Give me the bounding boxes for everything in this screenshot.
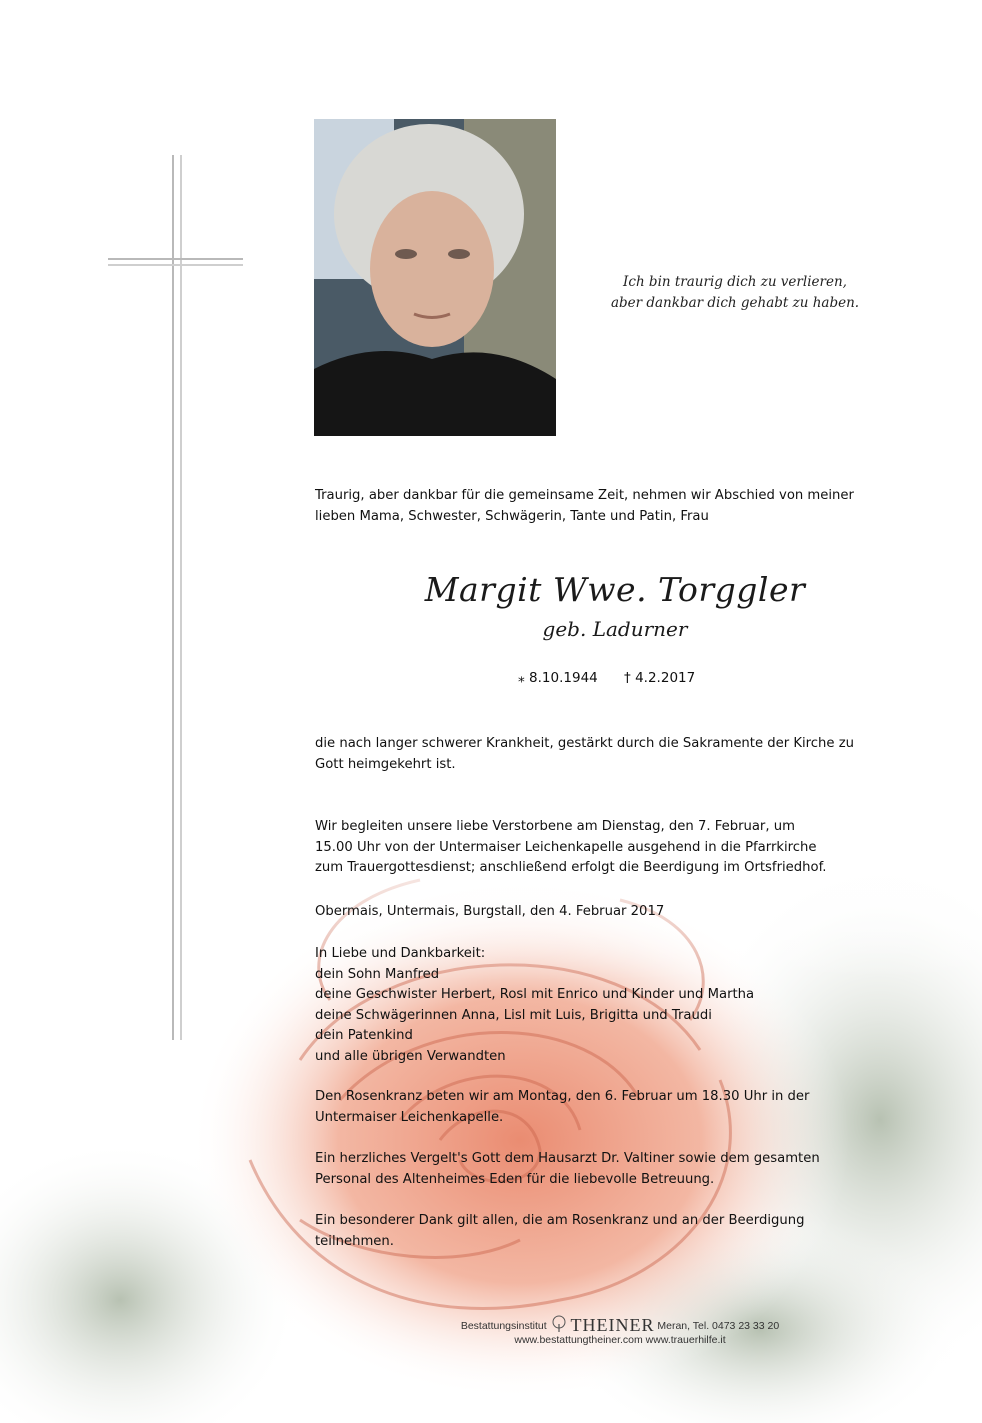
intro-line-2: lieben Mama, Schwester, Schwägerin, Tante und Patin, Frau — [315, 508, 709, 524]
rosary-paragraph — [315, 1087, 809, 1128]
cross-horizontal-bar — [108, 258, 243, 260]
rosary-line-2: Untermaiser Leichenkapelle. — [315, 1109, 504, 1125]
thanks-all-paragraph — [315, 1211, 804, 1252]
footer-brand-logo: THEINER — [570, 1315, 655, 1335]
memorial-quote — [590, 272, 880, 314]
quote-line-2: aber dankbar dich gehabt zu haben. — [610, 295, 860, 311]
footer-websites: www.bestattungtheiner.com www.trauerhilfe.it — [514, 1334, 726, 1346]
intro-paragraph — [315, 486, 854, 527]
funeral-paragraph — [315, 817, 826, 879]
mourners-line: In Liebe und Dankbarkeit: — [315, 946, 486, 961]
footer-contact-line — [440, 1315, 800, 1333]
thanks-all-line-1: Ein besonderer Dank gilt allen, die am Rosenkranz und an der Beerdigung — [315, 1213, 805, 1228]
portrait-photo — [314, 119, 556, 436]
thanks-doctor-paragraph — [315, 1149, 820, 1190]
mourners-line: dein Patenkind — [315, 1028, 413, 1043]
thanks-all-line-2: teilnehmen. — [315, 1233, 394, 1249]
funeral-line-2: 15.00 Uhr von der Untermaiser Leichenkapelle ausgehend in die Pfarrkirche — [315, 839, 817, 855]
death-date: † 4.2.2017 — [624, 670, 696, 686]
tree-logo-icon — [550, 1315, 568, 1333]
life-dates — [518, 670, 717, 686]
cross-vertical-bar — [172, 155, 174, 1040]
passing-line-1: die nach langer schwerer Krankheit, gestärkt durch die Sakramente der Kirche zu — [315, 736, 855, 751]
cross-vertical-bar-inner — [180, 155, 182, 1040]
mourners-list — [315, 944, 754, 1067]
quote-line-1: Ich bin traurig dich zu verlieren, — [623, 274, 847, 290]
place-date: Obermais, Untermais, Burgstall, den 4. Februar 2017 — [315, 904, 665, 919]
deceased-name: Margit Wwe. Torggler — [424, 570, 806, 609]
funeral-line-3: zum Trauergottesdienst; anschließend erfolgt die Beerdigung im Ortsfriedhof. — [315, 860, 827, 875]
intro-line-1: Traurig, aber dankbar für die gemeinsame Zeit, nehmen wir Abschied von meiner — [315, 488, 854, 503]
mourners-line: dein Sohn Manfred — [315, 966, 440, 982]
mourners-line: deine Schwägerinnen Anna, Lisl mit Luis, Brigitta und Traudi — [315, 1007, 712, 1023]
passing-line-2: Gott heimgekehrt ist. — [315, 756, 456, 772]
mourners-line: deine Geschwister Herbert, Rosl mit Enrico und Kinder und Martha — [315, 987, 755, 1002]
funeral-home-footer — [440, 1315, 800, 1347]
passing-paragraph — [315, 734, 854, 775]
rosary-line-1: Den Rosenkranz beten wir am Montag, den 6. Februar um 18.30 Uhr in der — [315, 1089, 810, 1104]
birth-date: ⁎ 8.10.1944 — [518, 670, 598, 686]
funeral-line-1: Wir begleiten unsere liebe Verstorbene am Dienstag, den 7. Februar, um — [315, 819, 795, 834]
birth-name: geb. Ladurner — [542, 617, 688, 641]
footer-contact: Meran, Tel. 0473 23 33 20 — [657, 1320, 780, 1332]
mourners-line: und alle übrigen Verwandten — [315, 1048, 506, 1064]
footer-prefix: Bestattungsinstitut — [460, 1320, 547, 1332]
cross-horizontal-bar-inner — [108, 264, 243, 266]
thanks-doctor-line-2: Personal des Altenheimes Eden für die liebevolle Betreuung. — [315, 1171, 715, 1187]
thanks-doctor-line-1: Ein herzliches Vergelt's Gott dem Hausarzt Dr. Valtiner sowie dem gesamten — [315, 1151, 820, 1166]
